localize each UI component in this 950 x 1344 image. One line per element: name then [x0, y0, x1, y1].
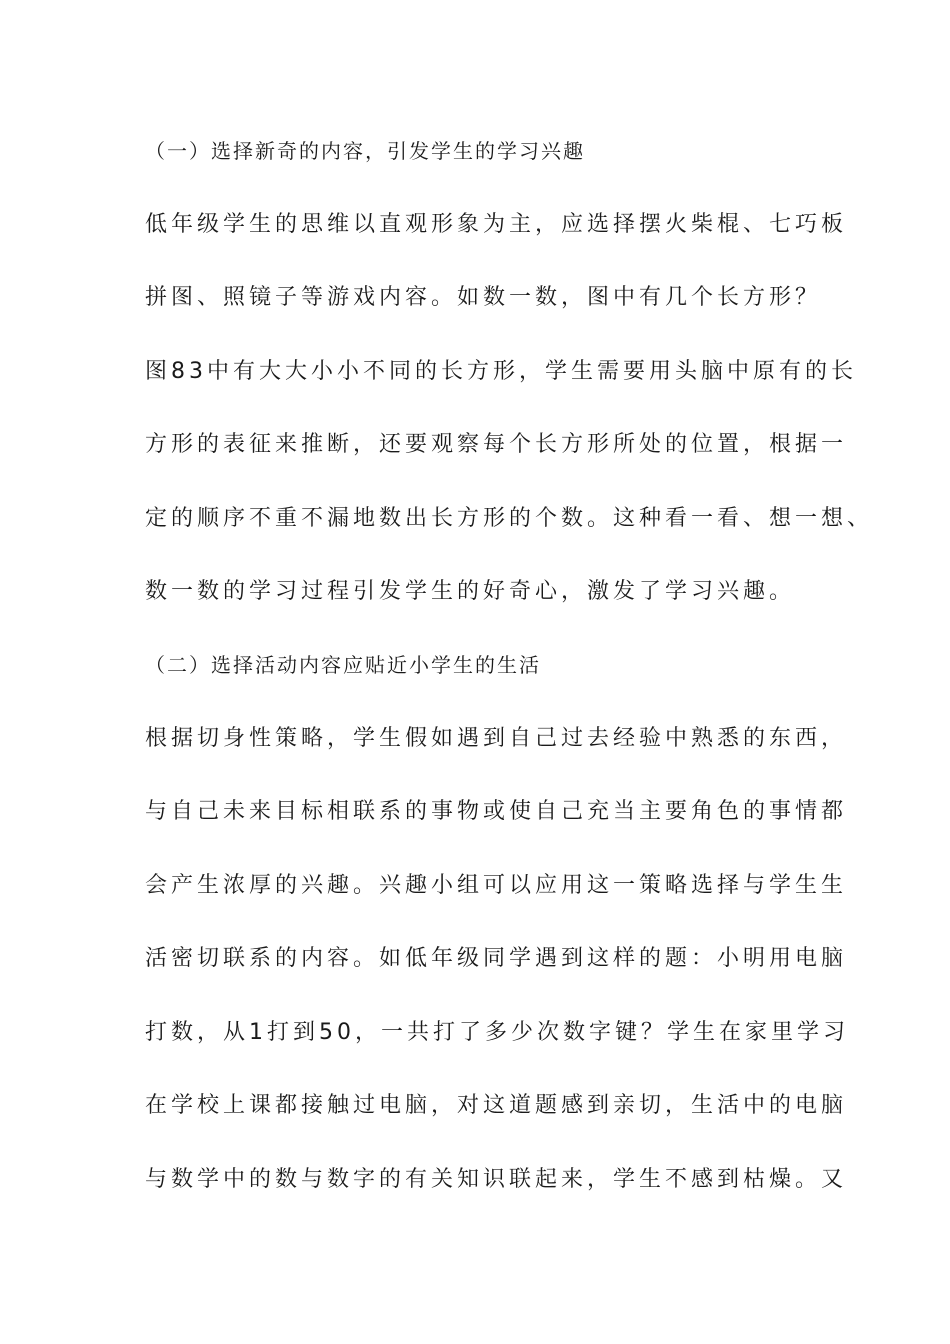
- paragraph-line: 与数学中的数与数字的有关知识联起来，学生不感到枯燥。又: [145, 1167, 848, 1192]
- paragraph-line: 数一数的学习过程引发学生的好奇心，激发了学习兴趣。: [145, 579, 796, 604]
- paragraph-line: 与自己未来目标相联系的事物或使自己充当主要角色的事情都: [145, 799, 848, 824]
- paragraph-line: 打数，从1打到50，一共打了多少次数字键？学生在家里学习: [145, 1020, 849, 1045]
- paragraph-line: 拼图、照镜子等游戏内容。如数一数，图中有几个长方形？: [145, 285, 822, 310]
- paragraph-line: 图83中有大大小小不同的长方形，学生需要用头脑中原有的长: [145, 359, 857, 384]
- section-heading-2: （二）选择活动内容应贴近小学生的生活: [145, 653, 541, 677]
- paragraph-line: 低年级学生的思维以直观形象为主，应选择摆火柴棍、七巧板: [145, 212, 848, 237]
- paragraph-line: 方形的表征来推断，还要观察每个长方形所处的位置，根据一: [145, 432, 848, 457]
- paragraph-line: 在学校上课都接触过电脑，对这道题感到亲切，生活中的电脑: [145, 1093, 848, 1118]
- section-heading-1: （一）选择新奇的内容，引发学生的学习兴趣: [145, 139, 585, 163]
- paragraph-line: 根据切身性策略，学生假如遇到自己过去经验中熟悉的东西，: [145, 726, 848, 751]
- paragraph-line: 定的顺序不重不漏地数出长方形的个数。这种看一看、想一想、: [145, 506, 874, 531]
- paragraph-line: 活密切联系的内容。如低年级同学遇到这样的题：小明用电脑: [145, 946, 848, 971]
- paragraph-line: 会产生浓厚的兴趣。兴趣小组可以应用这一策略选择与学生生: [145, 873, 848, 898]
